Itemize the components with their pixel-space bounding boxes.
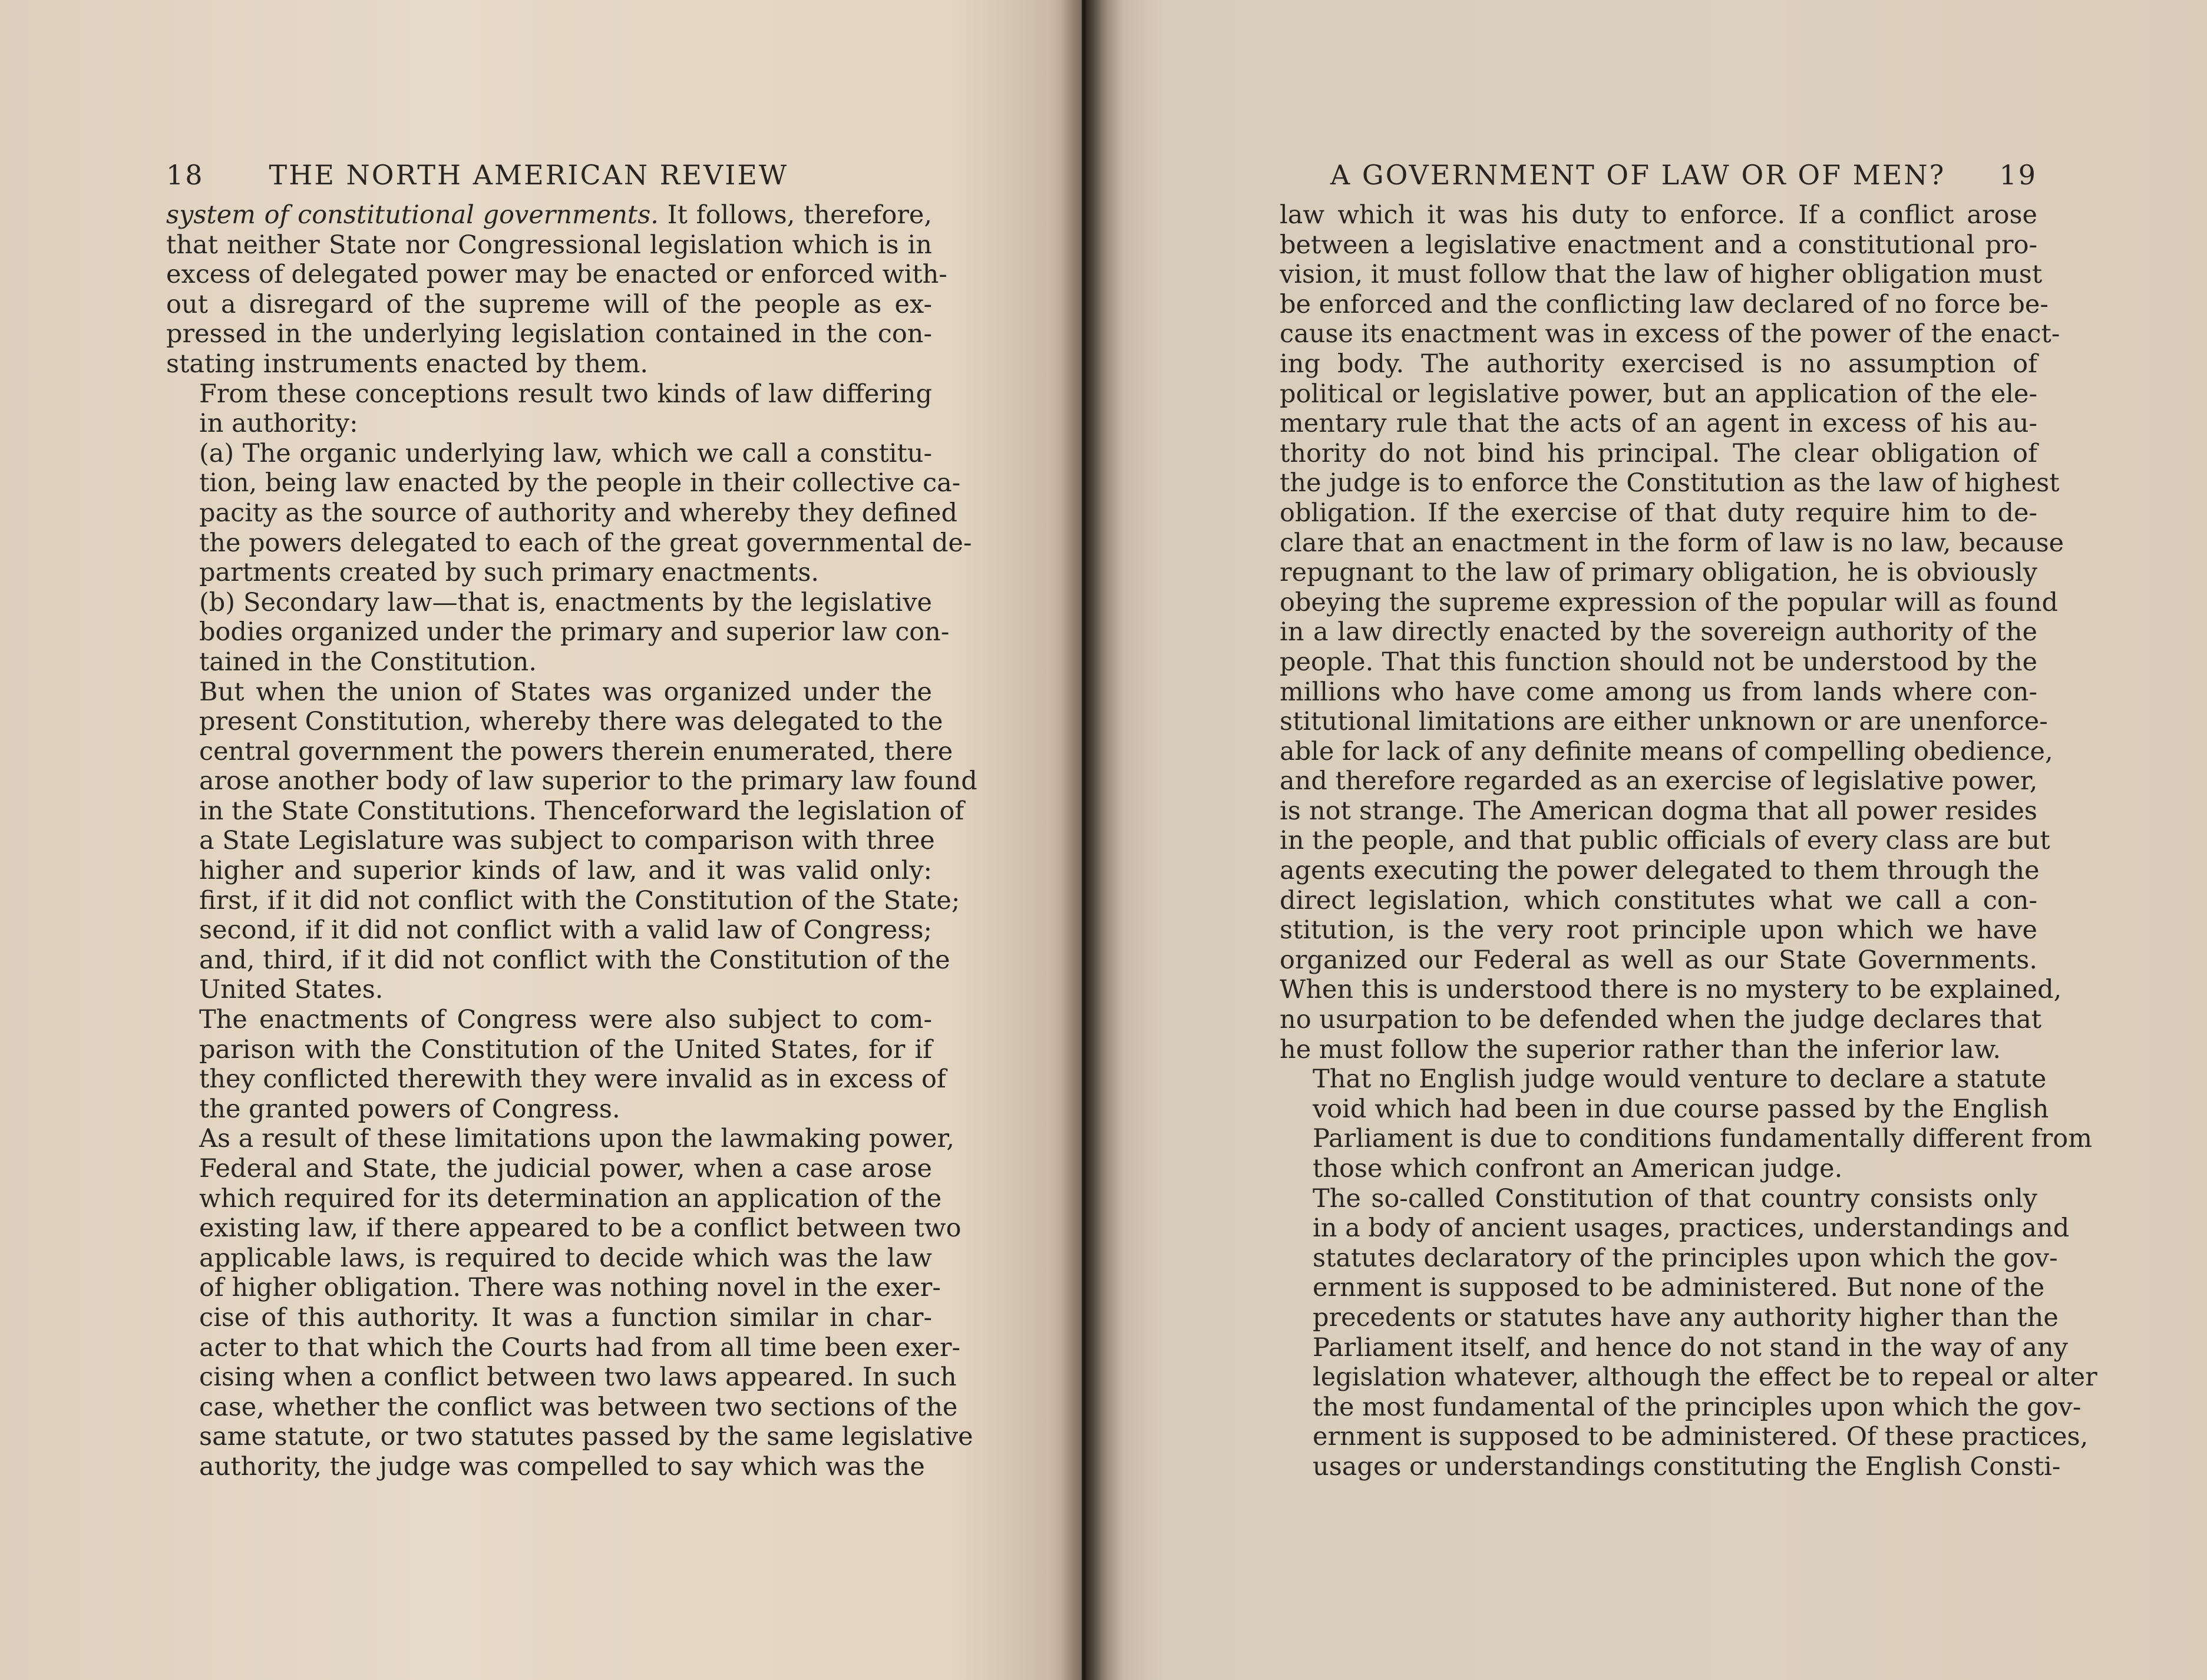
page-number: 19 [1999, 159, 2037, 191]
text-line: law which it was his duty to enforce. If a conflict arose [1280, 200, 2037, 230]
text-line: pacity as the source of authority and whereby they defined [199, 498, 957, 528]
text-line: thority do not bind his principal. The clear obligation of [1280, 438, 2037, 468]
paragraph [166, 200, 947, 379]
text-line: system of constitutional governments. It follows, therefore, [166, 200, 932, 230]
text-line: cising when a conflict between two laws appeared. In such [199, 1362, 957, 1393]
text-line: first, if it did not conflict with the Constitution of the State; [199, 885, 960, 915]
text-line: the most fundamental of the principles upon which the gov- [1313, 1392, 2082, 1422]
text-line: When this is understood there is no mystery to be explained, [1280, 975, 2062, 1005]
text-line: That no English judge would venture to declare a statute [1313, 1064, 2047, 1094]
text-line: and, third, if it did not conflict with the Constitution of the [199, 945, 950, 975]
text-line: Parliament itself, and hence do not stand in the way of any [1313, 1332, 2068, 1362]
text-line: repugnant to the law of primary obligation, he is obviously [1280, 558, 2037, 588]
text-line: central government the powers therein enumerated, there [199, 736, 953, 766]
paragraph [166, 438, 972, 588]
left-page-header [166, 154, 932, 196]
text-line: The so-called Constitution of that country consists only [1313, 1183, 2037, 1213]
text-line: pressed in the underlying legislation contained in the con- [166, 319, 932, 349]
text-line: parison with the Constitution of the United States, for if [199, 1034, 932, 1064]
text-line: stitution, is the very root principle upon which we have [1280, 915, 2037, 945]
text-line: Parliament is due to conditions fundamentally different from [1313, 1124, 2092, 1154]
right-page-header [1330, 154, 2037, 196]
running-head: A GOVERNMENT OF LAW OR OF MEN? [1330, 159, 1946, 191]
text-line: bodies organized under the primary and superior law con- [199, 617, 950, 647]
text-line: stitutional limitations are either unknown or are unenforce- [1280, 707, 2048, 737]
text-line: political or legislative power, but an application of the ele- [1280, 379, 2037, 409]
text-line: void which had been in due course passed by the English [1313, 1094, 2049, 1124]
paragraph [1280, 1183, 2097, 1482]
text-line: out a disregard of the supreme will of the people as ex- [166, 289, 932, 319]
text-line: From these conceptions result two kinds of law differing [199, 379, 932, 409]
paragraph [166, 677, 977, 1006]
text-line: tion, being law enacted by the people in their collective ca- [199, 468, 961, 498]
text-line: obligation. If the exercise of that duty require him to de- [1280, 498, 2037, 528]
text-line: second, if it did not conflict with a valid law of Congress; [199, 915, 932, 945]
text-line: precedents or statutes have any authority higher than the [1313, 1302, 2059, 1332]
text-line: direct legislation, which constitutes what we call a con- [1280, 885, 2037, 915]
text-line: ing body. The authority exercised is no assumption of [1280, 349, 2037, 379]
text-line: ernment is supposed to be administered. Of these practices, [1313, 1422, 2089, 1452]
paragraph [166, 379, 932, 439]
text-line: excess of delegated power may be enacted or enforced with- [166, 260, 947, 290]
text-line: (b) Secondary law—that is, enactments by the legislative [199, 587, 932, 617]
text-line: and therefore regarded as an exercise of legislative power, [1280, 766, 2038, 796]
text-line: higher and superior kinds of law, and it was valid only: [199, 856, 932, 886]
text-line: in the State Constitutions. Thenceforward the legislation of [199, 796, 964, 826]
text-line: The enactments of Congress were also subject to com- [199, 1005, 932, 1035]
text-line: usages or understandings constituting the English Consti- [1313, 1451, 2061, 1481]
text-line: the granted powers of Congress. [199, 1094, 620, 1124]
text-line: a State Legislature was subject to comparison with three [199, 826, 935, 856]
text-line: arose another body of law superior to the primary law found [199, 766, 977, 796]
text-line: agents executing the power delegated to them through the [1280, 856, 2040, 886]
paragraph [1280, 200, 2064, 1064]
text-line: is not strange. The American dogma that all power resides [1280, 796, 2037, 826]
text-line: he must follow the superior rather than the inferior law. [1280, 1034, 2001, 1064]
text-line: tained in the Constitution. [199, 647, 537, 677]
text-line: no usurpation to be defended when the judge declares that [1280, 1005, 2042, 1035]
text-line: vision, it must follow that the law of higher obligation must [1280, 260, 2043, 290]
text-line: clare that an enactment in the form of law is no law, because [1280, 528, 2064, 558]
text-line: of higher obligation. There was nothing novel in the exer- [199, 1273, 941, 1303]
text-line: statutes declaratory of the principles upon which the gov- [1313, 1243, 2058, 1273]
text-line: mentary rule that the acts of an agent in excess of his au- [1280, 409, 2037, 439]
text-line: able for lack of any definite means of compelling obedience, [1280, 736, 2053, 766]
text-line: legislation whatever, although the effect be to repeal or alter [1313, 1362, 2097, 1393]
text-line: that neither State nor Congressional legislation which is in [166, 230, 932, 260]
left-page [0, 0, 1082, 1680]
left-page-body [166, 200, 977, 1482]
text-line: in a law directly enacted by the sovereign authority of the [1280, 617, 2037, 647]
text-line: case, whether the conflict was between two sections of the [199, 1392, 958, 1422]
text-line: be enforced and the conflicting law declared of no force be- [1280, 289, 2049, 319]
running-head: THE NORTH AMERICAN REVIEW [269, 159, 789, 191]
italic-phrase: system of constitutional governments. [166, 200, 659, 230]
paragraph [166, 1124, 973, 1481]
text-line: those which confront an American judge. [1313, 1154, 1843, 1183]
right-page-body [1280, 200, 2097, 1482]
text-line: millions who have come among us from lands where con- [1280, 677, 2037, 707]
text-line: existing law, if there appeared to be a conflict between two [199, 1213, 962, 1244]
text-line: people. That this function should not be understood by the [1280, 647, 2037, 677]
text-line: the powers delegated to each of the great governmental de- [199, 528, 972, 558]
text-line: acter to that which the Courts had from all time been exer- [199, 1332, 960, 1362]
text-line: cause its enactment was in excess of the power of the enact- [1280, 319, 2060, 349]
text-line: same statute, or two statutes passed by the same legislative [199, 1422, 973, 1452]
text-line: As a result of these limitations upon the lawmaking power, [199, 1124, 954, 1154]
text-line: in authority: [199, 409, 358, 439]
text-line: authority, the judge was compelled to say which was the [199, 1451, 925, 1481]
text-line: between a legislative enactment and a constitutional pro- [1280, 230, 2037, 260]
text-line: in a body of ancient usages, practices, understandings and [1313, 1213, 2070, 1244]
text-line: partments created by such primary enactments. [199, 558, 820, 588]
text-line: stating instruments enacted by them. [166, 349, 649, 379]
text-line: organized our Federal as well as our State Governments. [1280, 945, 2037, 975]
page-number: 18 [166, 159, 204, 191]
text-line: cise of this authority. It was a function similar in char- [199, 1302, 932, 1332]
text-line: in the people, and that public officials of every class are but [1280, 826, 2050, 856]
text-line: the judge is to enforce the Constitution as the law of highest [1280, 468, 2060, 498]
paragraph [166, 587, 950, 677]
text-line: (a) The organic underlying law, which we call a constitu- [199, 438, 932, 468]
paragraph [166, 1005, 946, 1124]
text-line: ernment is supposed to be administered. But none of the [1313, 1273, 2045, 1303]
text-line: United States. [199, 975, 384, 1005]
text-line: present Constitution, whereby there was delegated to the [199, 707, 943, 737]
paragraph [1280, 1064, 2092, 1183]
text-line: Federal and State, the judicial power, when a case arose [199, 1154, 932, 1183]
text-line: which required for its determination an application of the [199, 1183, 942, 1213]
text-line: But when the union of States was organized under the [199, 677, 932, 707]
text-line: they conflicted therewith they were invalid as in excess of [199, 1064, 946, 1094]
text-line: applicable laws, is required to decide which was the law [199, 1243, 932, 1273]
text-line: obeying the supreme expression of the popular will as found [1280, 587, 2059, 617]
book-gutter [1060, 0, 1108, 1680]
